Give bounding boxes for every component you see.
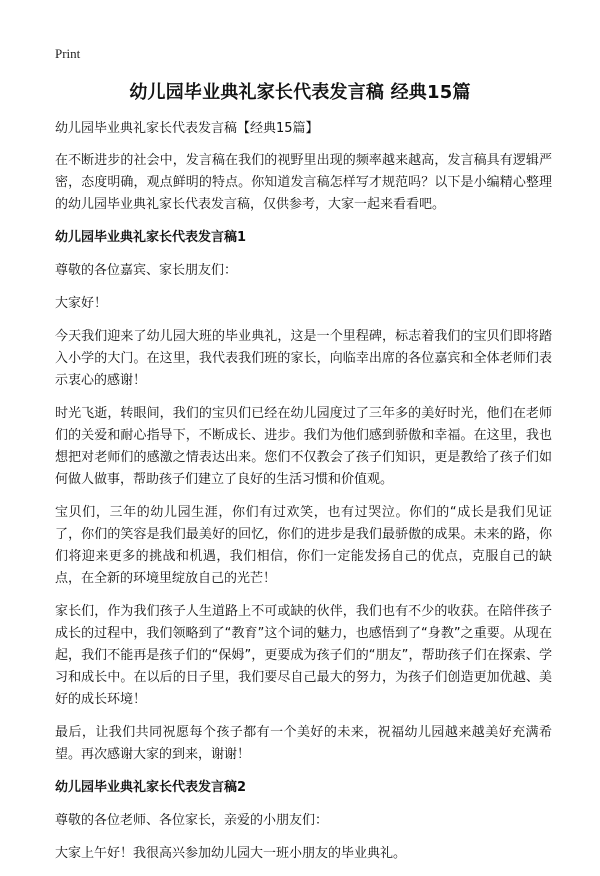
greeting-paragraph: 尊敬的各位嘉宾、家长朋友们： (55, 263, 238, 278)
page-title: 幼儿园毕业典礼家长代表发言稿 经典15篇 (129, 82, 471, 103)
document-body (55, 118, 552, 876)
hello-paragraph: 大家好！ (55, 296, 108, 311)
body-paragraph: 家长们，作为我们孩子人生道路上不可或缺的伙伴，我们也有不少的收获。在陪伴孩子成长的过程中，我们领略到了“教育”这个词的魅力，也感悟到了“身教”之重要。从现在起，我们不能再是孩子们的“保姆”，更要成为孩子们的“朋友”，帮助孩子们在探索、学习和成长中。在以后的日子里，我们要尽自己最大的努力，为孩子们创造更加优越、美好的成长环境！ (55, 604, 552, 707)
greeting-paragraph: 尊敬的各位老师、各位家长，亲爱的小朋友们： (55, 813, 329, 828)
closing-paragraph: 最后，让我们共同祝愿每个孩子都有一个美好的未来，祝福幼儿园越来越美好充满希望。再次感谢大家的到来，谢谢！ (55, 725, 552, 762)
section-heading-1: 幼儿园毕业典礼家长代表发言稿1 (55, 230, 247, 245)
document-subtitle: 幼儿园毕业典礼家长代表发言稿【经典15篇】 (55, 121, 319, 136)
intro-paragraph: 在不断进步的社会中，发言稿在我们的视野里出现的频率越来越高，发言稿具有逻辑严密，态度明确，观点鲜明的特点。你知道发言稿怎样写才规范吗？以下是小编精心整理的幼儿园毕业典礼家长代表发言稿，仅供参考，大家一起来看看吧。 (55, 153, 552, 212)
body-paragraph: 今天我们迎来了幼儿园大班的毕业典礼，这是一个里程碑，标志着我们的宝贝们即将踏入小学的大门。在这里，我代表我们班的家长，向临幸出席的各位嘉宾和全体老师们表示衷心的感谢！ (55, 329, 552, 388)
body-paragraph: 宝贝们，三年的幼儿园生涯，你们有过欢笑，也有过哭泣。你们的“成长是我们见证了，你们的笑容是我们最美好的回忆，你们的进步是我们最骄傲的成果。未来的路，你们将迎来更多的挑战和机遇，我们相信，你们一定能发扬自己的优点，克服自己的缺点，在全新的环境里绽放自己的光芒！ (55, 505, 552, 586)
section-heading-2: 幼儿园毕业典礼家长代表发言稿2 (55, 780, 247, 795)
body-paragraph: 大家上午好！我很高兴参加幼儿园大一班小朋友的毕业典礼。 (55, 846, 407, 861)
body-paragraph: 时光飞逝，转眼间，我们的宝贝们已经在幼儿园度过了三年多的美好时光，他们在老师们的关爱和耐心指导下，不断成长、进步。我们为他们感到骄傲和幸福。在这里，我也想把对老师们的感激之情表达出来。您们不仅教会了孩子们知识，更是教给了孩子们如何做人做事，帮助孩子们建立了良好的生活习惯和价值观。 (55, 406, 552, 487)
print-link[interactable]: Print (55, 46, 81, 61)
